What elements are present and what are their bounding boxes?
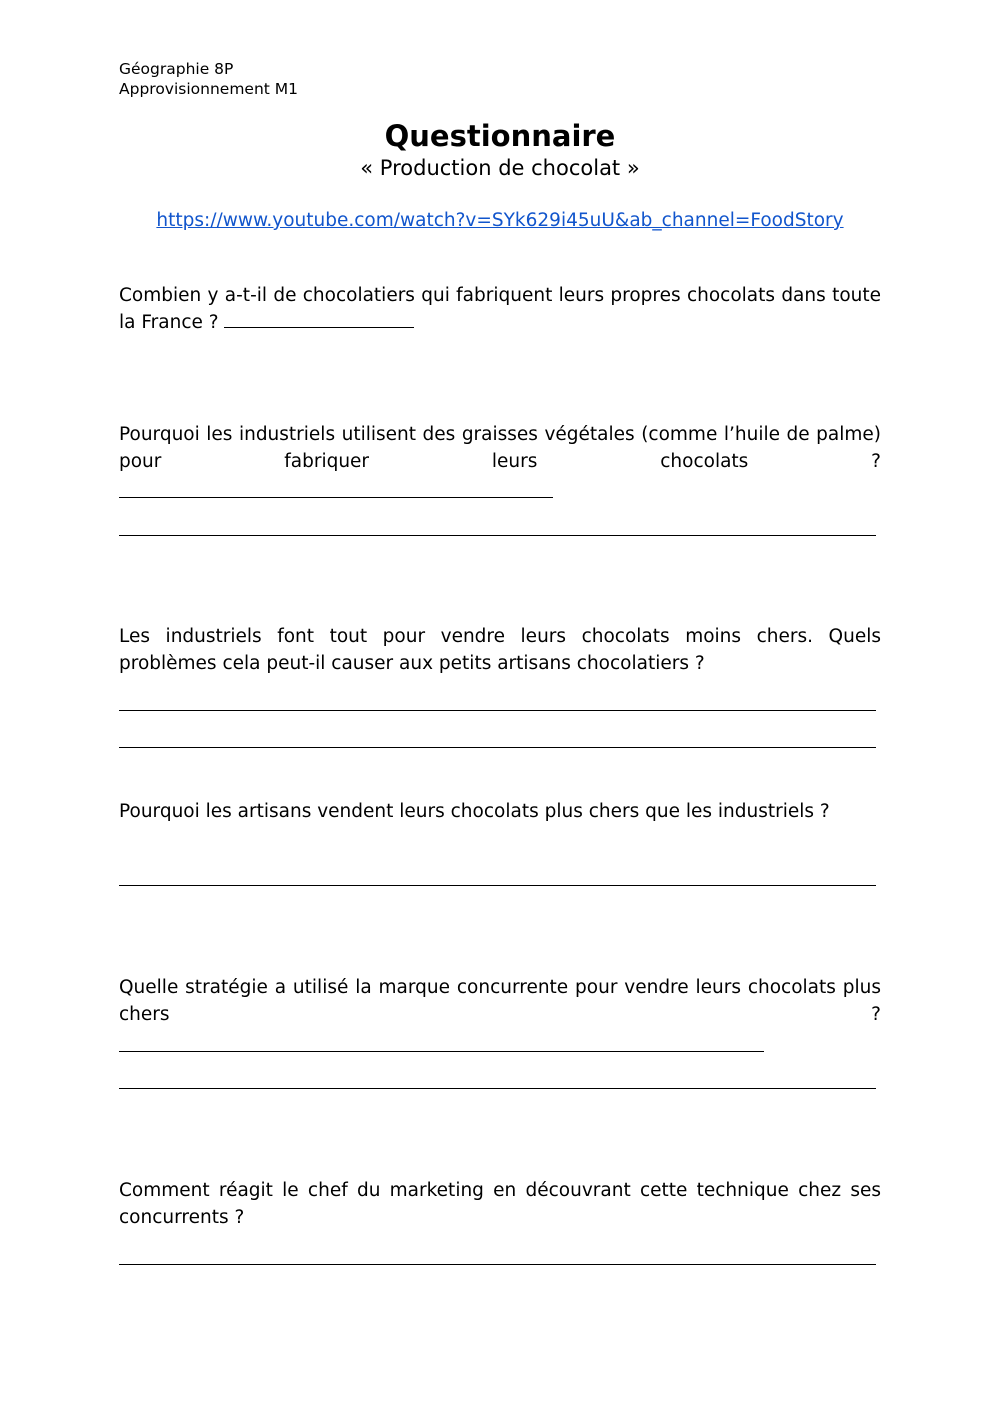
question-5: Quelle stratégie a utilisé la marque concurrente pour vendre leurs chocolats plus chers ? [119, 977, 881, 1025]
video-link-container [0, 208, 1000, 234]
answer-line-4[interactable] [119, 885, 876, 886]
subject-label: Géographie 8P [119, 60, 234, 78]
question-2: Pourquoi les industriels utilisent des graisses végétales (comme l’huile de palme) pour fabriquer leurs chocolats ? [119, 424, 881, 472]
answer-line-6[interactable] [119, 1264, 876, 1265]
question-1 [119, 282, 881, 336]
page-title: Questionnaire [384, 119, 616, 153]
answer-line-3a[interactable] [119, 710, 876, 711]
question-3: Les industriels font tout pour vendre leurs chocolats moins chers. Quels problèmes cela peut-il causer aux petits artisans chocolatiers ? [119, 626, 881, 674]
answer-line-2a[interactable] [119, 497, 553, 498]
answer-line-5a[interactable] [119, 1051, 764, 1052]
answer-line-3b[interactable] [119, 747, 876, 748]
answer-line-5b[interactable] [119, 1088, 876, 1089]
question-1-text: Combien y a-t-il de chocolatiers qui fabriquent leurs propres chocolats dans toute la France ? [119, 285, 881, 333]
answer-blank-1[interactable] [224, 309, 414, 328]
page-subtitle: « Production de chocolat » [360, 156, 640, 180]
question-6: Comment réagit le chef du marketing en découvrant cette technique chez ses concurrents ? [119, 1180, 881, 1228]
answer-line-2b[interactable] [119, 535, 876, 536]
video-link[interactable]: https://www.youtube.com/watch?v=SYk629i45uU&ab_channel=FoodStory [156, 210, 844, 231]
unit-label: Approvisionnement M1 [119, 80, 299, 98]
question-4: Pourquoi les artisans vendent leurs chocolats plus chers que les industriels ? [119, 801, 830, 822]
